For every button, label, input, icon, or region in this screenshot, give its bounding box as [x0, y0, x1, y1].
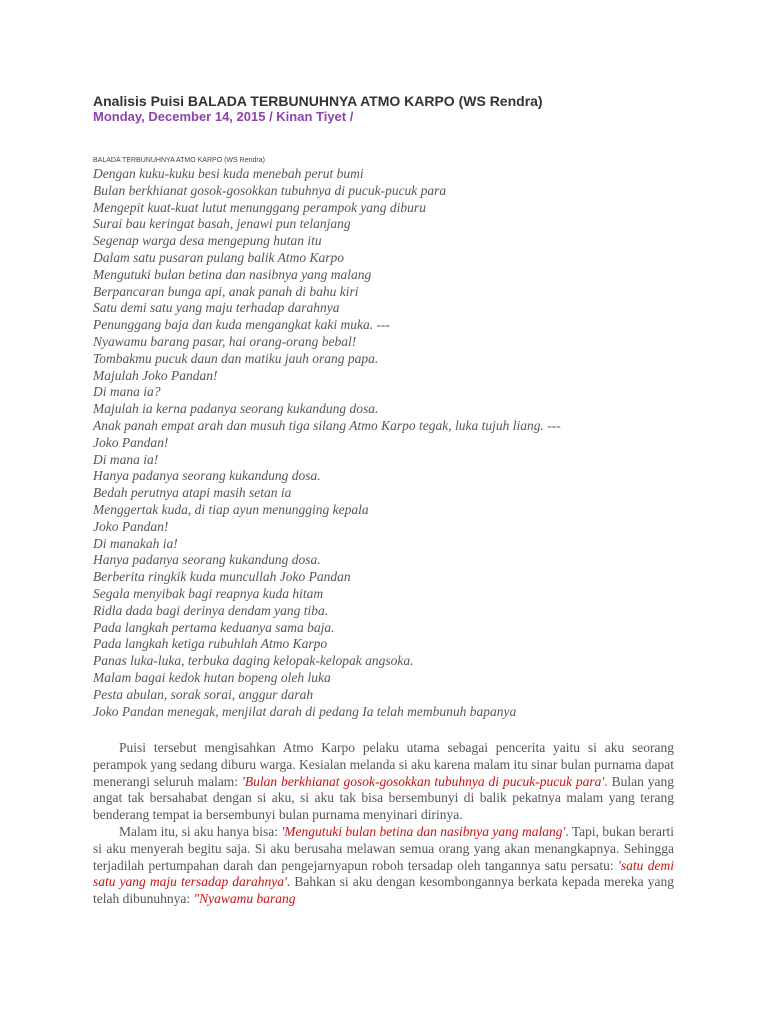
poem-line: Pada langkah pertama keduanya sama baja.: [93, 619, 335, 635]
poem-lines: [93, 166, 693, 720]
poem-line: Hanya padanya seorang kukandung dosa.: [93, 552, 321, 568]
poem-line: Surai bau keringat basah, jenawi pun telanjang: [93, 216, 351, 232]
poem-quote: 'Mengutuki bulan betina dan nasibnya yang malang': [281, 823, 566, 839]
poem-line: Menggertak kuda, di tiap ayun menungging kepala: [93, 501, 369, 517]
poem-line: Ridla dada bagi derinya dendam yang tiba.: [93, 602, 329, 618]
poem-line: Bedah perutnya atapi masih setan ia: [93, 485, 292, 501]
analysis-paragraph: [93, 824, 674, 908]
poem-line: Mengutuki bulan betina dan nasibnya yang malang: [93, 266, 372, 282]
poem-line: Di manakah ia!: [93, 535, 178, 551]
poem-line: Majulah ia kerna padanya seorang kukandung dosa.: [93, 401, 379, 417]
poem-line: Berberita ringkik kuda muncullah Joko Pandan: [93, 569, 351, 585]
analysis-body: [93, 740, 674, 908]
article-title: Analisis Puisi BALADA TERBUNUHNYA ATMO KARPO (WS Rendra): [93, 93, 543, 109]
analysis-text: . Tapi, bukan berarti si aku menyerah begitu saja. Si aku berusaha melawan semua orang yang akan menangkapnya. Sehingga terjadilah pertumpahan darah dan pengejarnyapun roboh tersadap oleh tangannya satu persatu:: [93, 823, 674, 873]
poem-line: Tombakmu pucuk daun dan matiku jauh orang papa.: [93, 350, 379, 366]
poem-line: Mengepit kuat-kuat lutut menunggang perampok yang diburu: [93, 199, 426, 215]
article-meta[interactable]: Monday, December 14, 2015 / Kinan Tiyet /: [93, 109, 354, 124]
poem-line: Malam bagai kedok hutan bopeng oleh luka: [93, 669, 331, 685]
poem-line: Berpancaran bunga api, anak panah di bahu kiri: [93, 283, 359, 299]
poem-heading: BALADA TERBUNUHNYA ATMO KARPO (WS Rendra): [93, 157, 265, 164]
poem-line: Joko Pandan!: [93, 434, 169, 450]
analysis-text: . Bahkan si aku dengan kesombongannya berkata kepada mereka yang telah dibunuhnya:: [93, 874, 674, 907]
poem-line: Dalam satu pusaran pulang balik Atmo Karpo: [93, 249, 345, 265]
poem-quote: 'Bulan berkhianat gosok-gosokkan tubuhnya di pucuk-pucuk para': [242, 773, 605, 789]
poem-line: Di mana ia!: [93, 451, 159, 467]
analysis-text: Puisi tersebut mengisahkan Atmo Karpo pelaku utama sebagai pencerita yaitu si aku seorang perampok yang sedang diburu warga. Kesialan melanda si aku karena malam itu sinar bulan purnama dapat menerangi seluruh malam:: [93, 740, 674, 789]
poem-line: Panas luka-luka, terbuka daging kelopak-kelopak angsoka.: [93, 653, 414, 669]
poem-line: Pada langkah ketiga rubuhlah Atmo Karpo: [93, 636, 328, 652]
poem-quote: 'satu demi satu yang maju tersadap darahnya': [93, 857, 674, 890]
poem-line: Majulah Joko Pandan!: [93, 367, 218, 383]
analysis-text: Malam itu, si aku hanya bisa:: [119, 823, 282, 839]
poem-line: Di mana ia?: [93, 384, 161, 400]
poem-line: Anak panah empat arah dan musuh tiga silang Atmo Karpo tegak, luka tujuh liang. ---: [93, 417, 561, 433]
poem-line: Nyawamu barang pasar, hai orang-orang bebal!: [93, 333, 357, 349]
poem-quote: "Nyawamu barang: [193, 891, 296, 907]
poem-line: Joko Pandan!: [93, 518, 169, 534]
analysis-paragraph: [93, 740, 674, 824]
poem-line: Segenap warga desa mengepung hutan itu: [93, 233, 322, 249]
poem-line: Satu demi satu yang maju terhadap darahnya: [93, 300, 340, 316]
poem-line: Hanya padanya seorang kukandung dosa.: [93, 468, 321, 484]
poem-line: Dengan kuku-kuku besi kuda menebah perut bumi: [93, 166, 364, 181]
poem-line: Penunggang baja dan kuda mengangkat kaki muka. ---: [93, 317, 390, 333]
poem-line: Segala menyibak bagi reapnya kuda hitam: [93, 585, 324, 601]
analysis-text: . Bulan yang angat tak bersahabat dengan si aku, si aku tak bisa bersembunyi di balik pekatnya malam yang terang benderang tempat ia bersembunyi bulan purnama menyinari dirinya.: [93, 773, 675, 823]
poem-line: Joko Pandan menegak, menjilat darah di pedang Ia telah membunuh bapanya: [93, 703, 517, 719]
poem-line: Bulan berkhianat gosok-gosokkan tubuhnya di pucuk-pucuk para: [93, 182, 447, 198]
poem-line: Pesta abulan, sorak sorai, anggur darah: [93, 686, 314, 702]
